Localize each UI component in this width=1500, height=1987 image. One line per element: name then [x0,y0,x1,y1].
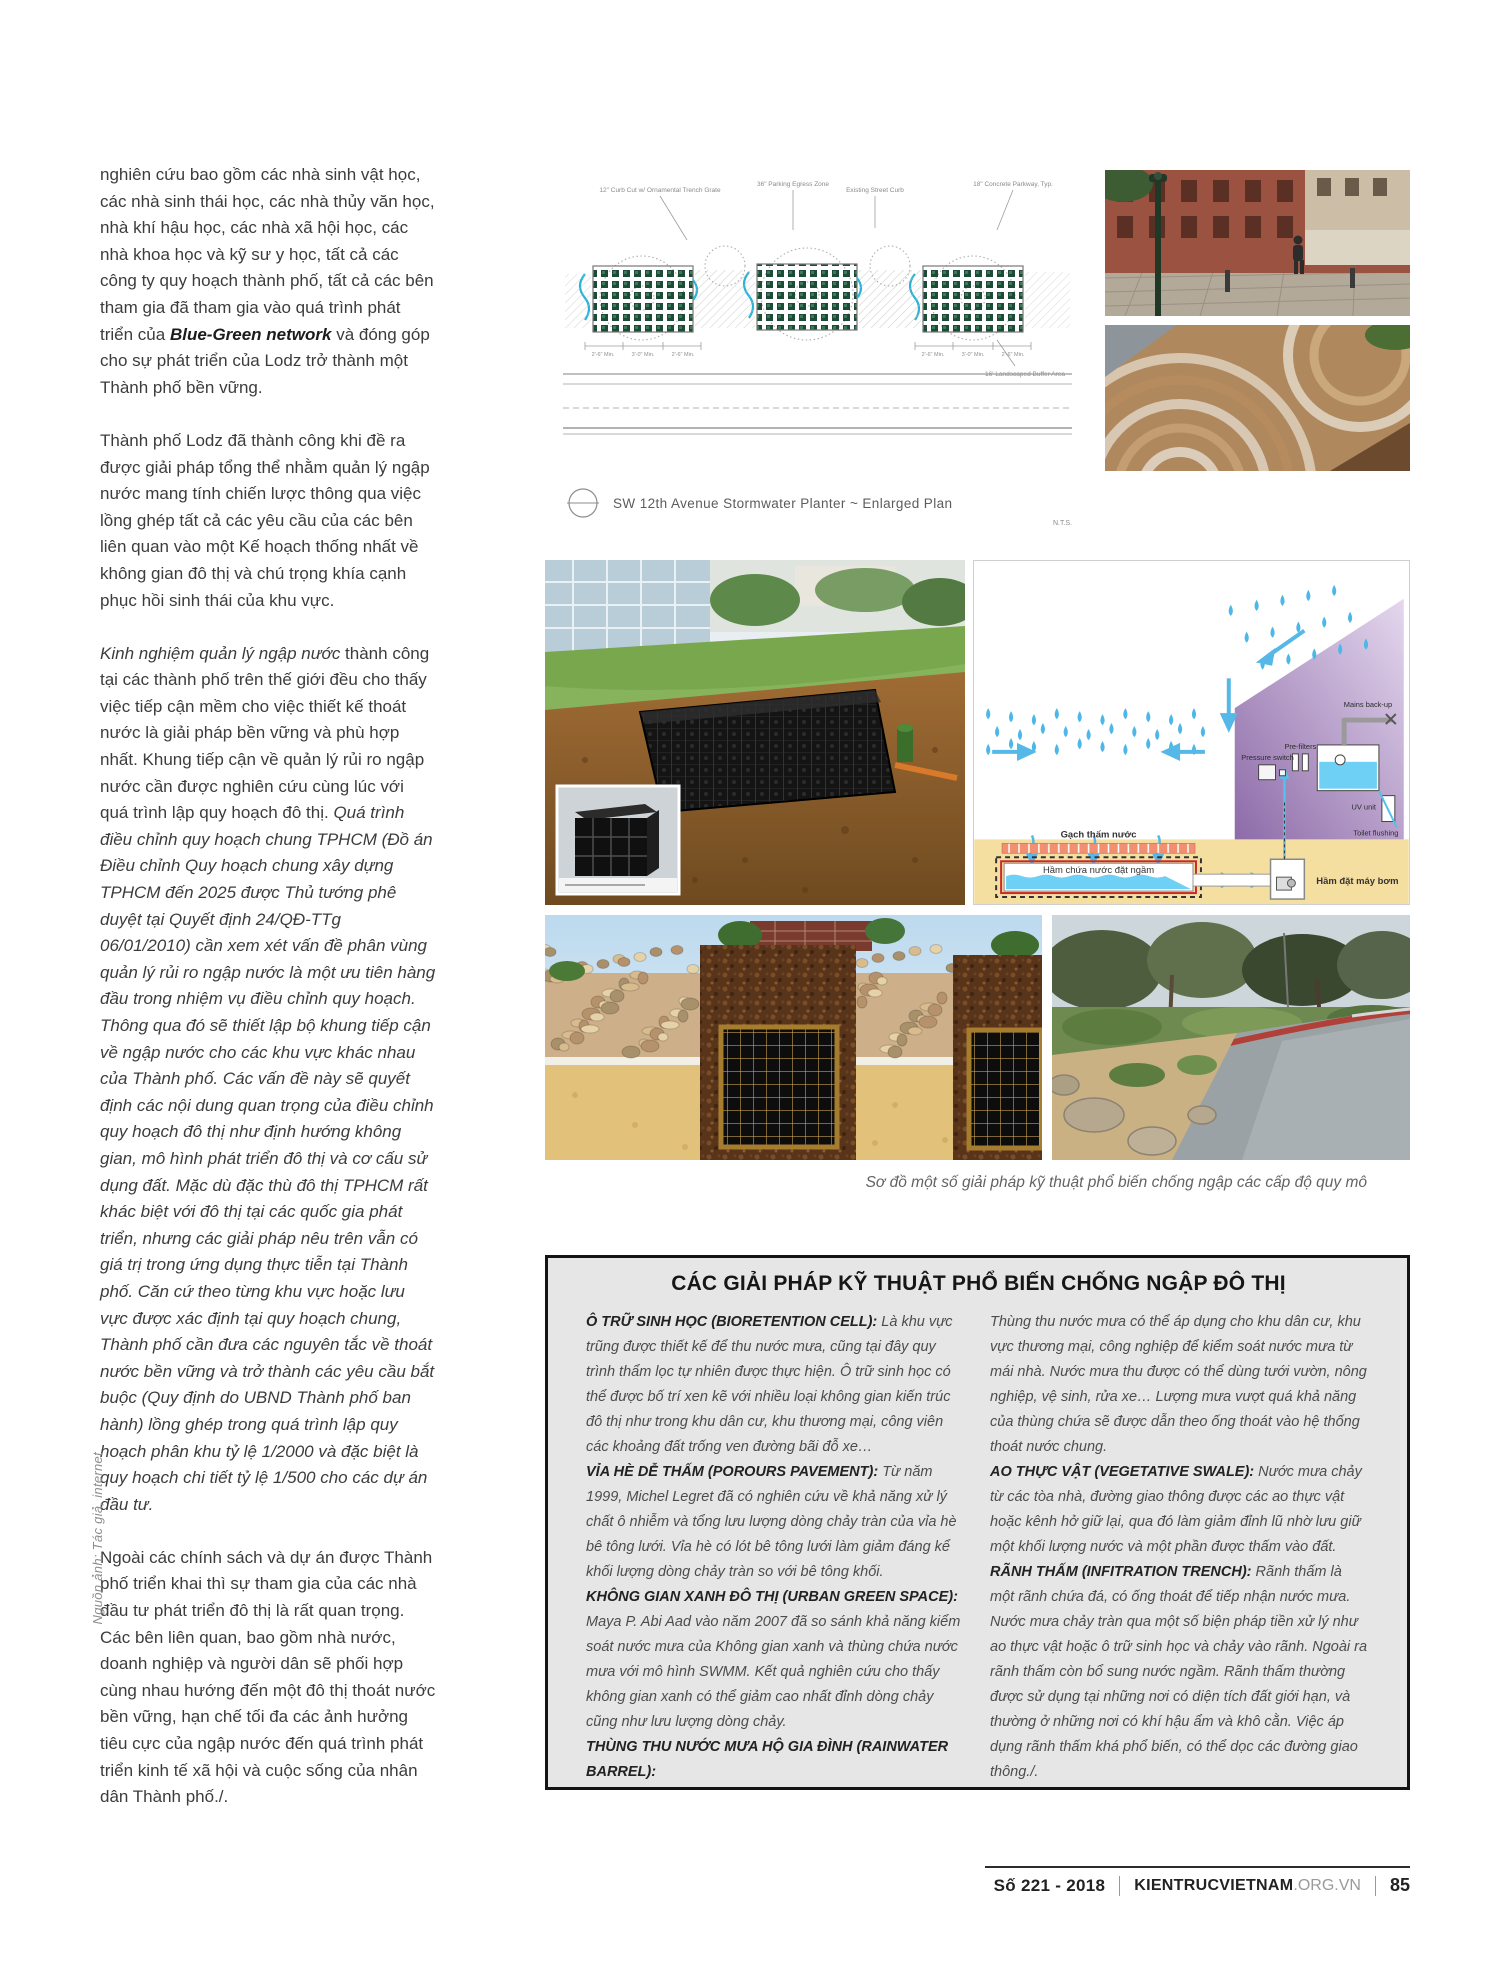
dimension-ticks [585,342,1031,350]
underground-tank [996,857,1201,897]
svg-text:2'-6" Min.: 2'-6" Min. [591,352,615,358]
plan-title-block [567,489,1072,527]
svg-text:18" Concrete Parkway, Typ.: 18" Concrete Parkway, Typ. [973,181,1053,188]
dimension-labels [592,352,1025,358]
solution-entry: Ô TRỮ SINH HỌC (BIORETENTION CELL): Là khu vực trũng được thiết kế để thu nước mưa, cũng tại đây quy trình thẩm lọc tự nhiên được thực hiện. Ô trữ sinh học có thể được bố trí xen kẽ với nhiều loại không gian kiến trúc đô thị như trong khu dân cư, khu thương mại, công viên các khoảng đất trống ven đường bãi đỗ xe… [586,1314,953,1455]
wavy-pavement-photo [1105,325,1410,471]
rainwater-harvesting-diagram [973,560,1410,905]
svg-text:UV unit: UV unit [1351,802,1376,812]
solutions-box [545,1255,1410,1790]
solutions-box-title: CÁC GIẢI PHÁP KỸ THUẬT PHỔ BIẾN CHỐNG NGẬP ĐÔ THỊ [671,1272,1286,1295]
issue-number: Số 221 - 2018 [993,1875,1106,1895]
article-paragraph: Ngoài các chính sách và dự án được Thành phố triển khai thì sự tham gia của các nhà đầu tư phát triển đô thị là rất quan trọng. Các bên liên quan, bao gồm nhà nước, doanh nghiệp và người dân sẽ phối hợp cùng nhau hướng đến một đô thị thoát nước bền vững, hạn chế tối đa các ảnh hưởng tiêu cực của ngập nước đến quá trình phát triển kinh tế xã hội và cuộc sống của nhân dân Thành phố./. [100,1547,436,1807]
svg-text:36" Parking Egress Zone: 36" Parking Egress Zone [756,181,830,188]
stormwater-planters [593,264,1023,332]
solution-entry: KHÔNG GIAN XANH ĐÔ THỊ (URBAN GREEN SPACE): Maya P. Abi Aad vào năm 2007 đã so sánh khả năng kiểm soát nước mưa của Không gian xanh và thùng chứa nước mưa với mô hình SWMM. Kết quả nghiên cứu cho thấy không gian xanh có thể giảm cao nhất đỉnh dòng chảy cũng như lưu lượng dòng chảy. [586,1589,961,1730]
svg-text:Mains back-up: Mains back-up [1343,700,1393,710]
tank-label: Hầm chứa nước đặt ngầm [1042,865,1155,877]
plan-drawing [545,170,1090,545]
svg-text:Pressure switch: Pressure switch [1241,752,1294,762]
landscaped-road-photo [1052,915,1410,1160]
article-paragraph: Kinh nghiệm quản lý ngập nước thành công tại các thành phố trên thế giới đều cho thấy việc tiếp cận mềm cho việc thiết kế thoát nước là giải pháp bền vững và phù hợp nhất. Khung tiếp cận về quản lý rủi ro ngập nước cần được nghiên cứu cùng lúc với quá trình lập quy hoạch đô thị. Quá trình điều chỉnh quy hoạch chung TPHCM (Đồ án Điều chỉnh Quy hoạch chung xây dựng TPHCM đến 2025 được Thủ tướng phê duyệt tại Quyết định 24/QĐ-TTg 06/01/2010) cần xem xét vấn đề phân vùng quản lý rủi ro ngập nước là một ưu tiên hàng đầu trong nhiệm vụ điều chỉnh quy hoạch. Thông qua đó sẽ thiết lập bộ khung tiếp cận về ngập nước cho các khu vực khác nhau của Thành phố. Các vấn đề này sẽ quyết định các nội dung quan trọng của điều chỉnh quy hoạch đô thị như định hướng không gian, mô hình phát triển đô thị và cơ cấu sử dụng đất. Mặc dù đặc thù đô thị TPHCM rất khác biệt với đô thị tại các quốc gia phát triển, nhưng các giải pháp nêu trên vẫn có giá trị trong ứng dụng thực tiễn tại Thành phố. Căn cứ theo từng khu vực hoặc lưu vực được xác định tại quy hoạch chung, Thành phố cần đưa các nguyên tắc về thoát nước bền vững và trở thành các yêu cầu bắt buộc (Quy định do UBND Thành phố ban hành) lồng ghép trong quá trình lập quy hoạch phân khu tỷ lệ 1/2000 và đặc biệt là quy hoạch chi tiết tỷ lệ 1/500 cho các dự án đầu tư. [100,643,436,1514]
svg-text:2'-6" Min.: 2'-6" Min. [1001,352,1025,358]
svg-text:12" Curb Cut w/ Ornamental Tre: 12" Curb Cut w/ Ornamental Trench Grate [599,187,721,194]
underground-storage-render [545,560,965,905]
pump-label: Hầm đặt máy bơm [1316,876,1399,888]
article-paragraph: Thành phố Lodz đã thành công khi đề ra được giải pháp tổng thể nhằm quản lý ngập nước mang tính chiến lược thông qua việc lồng ghép tất cả các yêu cầu của các bên liên quan vào một Kế hoạch thống nhất về không gian đô thị và chú trọng khía cạnh phục hồi sinh thái của khu vực. [100,430,430,610]
svg-text:Pre-filters: Pre-filters [1284,741,1317,751]
permeable-brick-strip [1002,843,1195,853]
photo-credit: Nguồn ảnh: Tác giả, internet [90,1452,105,1625]
solutions-box-right-column [990,1310,1368,1785]
solution-entry: Thùng thu nước mưa có thể áp dụng cho khu dân cư, khu vực thương mại, công nghiệp để kiểm soát nước mưa từ mái nhà. Nước mưa thu được có thể dùng tưới vườn, nông nghiệp, vệ sinh, rửa xe… Lượng mưa vượt quá khả năng của thùng chứa sẽ được dẫn theo ống thoát vào hệ thống thoát nước chung. [990,1314,1367,1455]
stormwater-planter-plan-figure [545,170,1090,545]
solution-entry: THÙNG THU NƯỚC MƯA HỘ GIA ĐÌNH (RAINWATER BARREL): [586,1739,949,1780]
permeable-brick-label: Gạch thấm nước [1060,829,1137,841]
svg-text:3'-0" Min.: 3'-0" Min. [631,352,655,358]
footer-divider [1119,1876,1120,1896]
street-lines [563,374,1072,434]
solution-entry: VỈA HÈ DỄ THẤM (POROURS PAVEMENT): Từ năm 1999, Michel Legret đã có nghiên cứu về khả năng xử lý chất ô nhiễm và tổng lưu lượng dòng chảy tràn của vỉa hè bê tông lưới. Vỉa hè có lót bê tông lưới làm giảm đáng kể khối lượng dòng chảy tràn so với bê tông khối. [586,1464,957,1580]
solution-entry: AO THỰC VẬT (VEGETATIVE SWALE): Nước mưa chảy từ các tòa nhà, đường giao thông được các ao thực vật hoặc kênh hở giữ lại, qua đó làm giảm đỉnh lũ nhờ lưu giữ một khối lượng nước và một phần được thấm vào đất. [990,1464,1362,1555]
street-photo [1105,170,1410,316]
pump-pit [1271,859,1305,899]
crate-inset [557,786,679,894]
svg-text:2'-6" Min.: 2'-6" Min. [671,352,695,358]
page-number: 85 [1389,1875,1410,1895]
page-footer [985,1866,1410,1896]
svg-text:16' Landscaped Buffer Area: 16' Landscaped Buffer Area [985,371,1065,378]
footer-divider [1375,1876,1376,1896]
solutions-box-left-column [586,1310,964,1785]
plan-title: SW 12th Avenue Stormwater Planter ~ Enlarged Plan [613,496,953,511]
website: KIENTRUCVIETNAM.ORG.VN [1134,1876,1361,1894]
svg-text:3'-0" Min.: 3'-0" Min. [961,352,985,358]
figure-caption: Sơ đồ một số giải pháp kỹ thuật phổ biến chống ngập các cấp độ quy mô [865,1174,1367,1191]
article-paragraph: nghiên cứu bao gồm các nhà sinh vật học, các nhà sinh thái học, các nhà thủy văn học, nhà khí hậu học, các nhà xã hội học, các nhà khoa học và kỹ sư y học, tất cả các công ty quy hoạch thành phố, tất cả các bên tham gia đã tham gia vào quá trình phát triển của Blue-Green network và đóng góp cho sự phát triển của Lodz trở thành một Thành phố bền vững. [100,165,435,397]
solution-entry: RÃNH THẤM (INFITRATION TRENCH): Rãnh thấm là một rãnh chứa đá, có ống thoát để tiếp nhận nước mưa. Nước mưa chảy tràn qua một số biện pháp tiền xử lý như ao thực vật hoặc ô trữ sinh học và chảy vào rãnh. Ngoài ra rãnh thấm còn bổ sung nước ngầm. Rãnh thấm thường được sử dụng tại những nơi có diện tích đất giới hạn, và thường ở những nơi có khí hậu ẩm và khô cằn. Việc áp dụng rãnh thấm khá phổ biến, có thể dọc các đường giao thông./. [990,1564,1368,1780]
article-text-column [100,162,436,1837]
svg-text:Toilet flushing: Toilet flushing [1353,828,1399,838]
svg-text:2'-6" Min.: 2'-6" Min. [921,352,945,358]
plan-scale-note: N.T.S. [1052,520,1072,527]
svg-text:Existing Street Curb: Existing Street Curb [846,187,904,194]
infiltration-trench-section [545,915,1042,1160]
